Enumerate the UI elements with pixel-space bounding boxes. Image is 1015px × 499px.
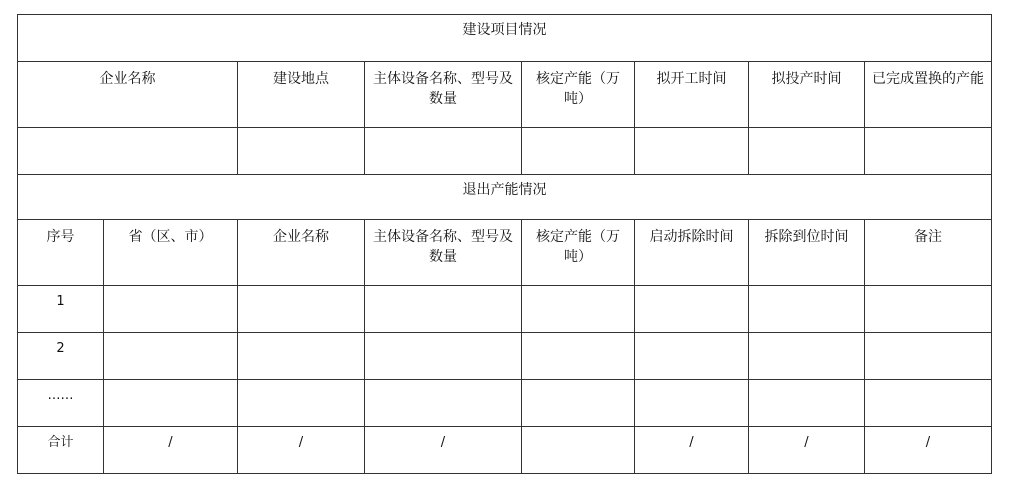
exit-header-demolition-start: 启动拆除时间 [635, 220, 749, 286]
total-cell: / [749, 427, 865, 474]
total-cell[interactable] [522, 427, 635, 474]
exit-section-title: 退出产能情况 [18, 175, 992, 220]
table-cell[interactable] [522, 380, 635, 427]
row-index: 1 [18, 286, 104, 333]
exit-header-demolition-complete: 拆除到位时间 [749, 220, 865, 286]
row-index: …… [18, 380, 104, 427]
table-cell[interactable] [522, 286, 635, 333]
total-row [18, 427, 992, 474]
table-cell[interactable] [104, 333, 238, 380]
total-cell: / [365, 427, 522, 474]
exit-header-equipment: 主体设备名称、型号及数量 [365, 220, 522, 286]
total-label: 合计 [18, 427, 104, 474]
table-row [18, 380, 992, 427]
total-cell: / [865, 427, 992, 474]
construction-header-production-time: 拟投产时间 [749, 62, 865, 128]
exit-header-row [18, 220, 992, 286]
construction-header-location: 建设地点 [238, 62, 365, 128]
table-cell[interactable] [365, 380, 522, 427]
row-index: 2 [18, 333, 104, 380]
exit-title-row [18, 175, 992, 220]
table-cell[interactable] [749, 380, 865, 427]
exit-header-index: 序号 [18, 220, 104, 286]
total-cell: / [104, 427, 238, 474]
construction-header-start-time: 拟开工时间 [635, 62, 749, 128]
table-cell[interactable] [865, 380, 992, 427]
table-cell[interactable] [238, 380, 365, 427]
table-cell[interactable] [635, 333, 749, 380]
construction-header-replaced-capacity: 已完成置换的产能 [865, 62, 992, 128]
table-cell[interactable] [365, 333, 522, 380]
table-cell[interactable] [749, 128, 865, 175]
table-cell[interactable] [522, 333, 635, 380]
construction-header-row [18, 62, 992, 128]
total-cell: / [635, 427, 749, 474]
construction-header-capacity: 核定产能（万吨） [522, 62, 635, 128]
table-row [18, 286, 992, 333]
exit-header-province: 省（区、市） [104, 220, 238, 286]
table-cell[interactable] [865, 128, 992, 175]
table-cell[interactable] [635, 128, 749, 175]
table-cell[interactable] [104, 380, 238, 427]
total-cell: / [238, 427, 365, 474]
table-cell[interactable] [238, 128, 365, 175]
capacity-replacement-table [17, 14, 992, 474]
exit-header-capacity: 核定产能（万吨） [522, 220, 635, 286]
table-cell[interactable] [104, 286, 238, 333]
table-cell[interactable] [365, 286, 522, 333]
exit-header-company: 企业名称 [238, 220, 365, 286]
table-cell[interactable] [865, 333, 992, 380]
table-row [18, 333, 992, 380]
table-cell[interactable] [635, 286, 749, 333]
table-cell[interactable] [749, 333, 865, 380]
table-cell[interactable] [238, 286, 365, 333]
table-cell[interactable] [18, 128, 238, 175]
table-cell[interactable] [865, 286, 992, 333]
construction-data-row [18, 128, 992, 175]
table-cell[interactable] [365, 128, 522, 175]
table-cell[interactable] [522, 128, 635, 175]
construction-header-company: 企业名称 [18, 62, 238, 128]
construction-title-row [18, 15, 992, 62]
table-cell[interactable] [635, 380, 749, 427]
construction-header-equipment: 主体设备名称、型号及数量 [365, 62, 522, 128]
table-cell[interactable] [749, 286, 865, 333]
table-cell[interactable] [238, 333, 365, 380]
construction-section-title: 建设项目情况 [18, 15, 992, 62]
exit-header-remarks: 备注 [865, 220, 992, 286]
